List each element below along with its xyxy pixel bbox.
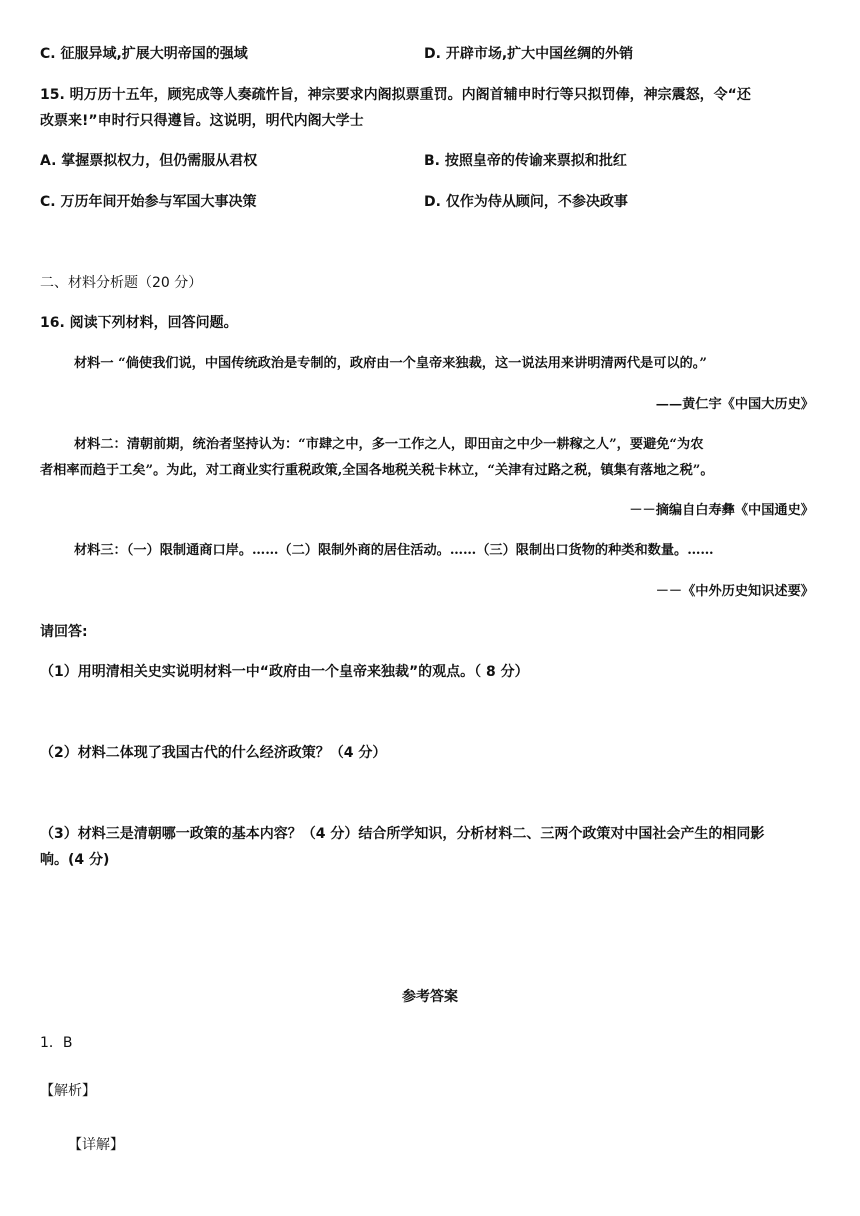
q15-stem-line1: 15. 明万历十五年，顾宪成等人奏疏忤旨，神宗要求内阁拟票重罚。内阁首辅申时行等只拟罚俸，神宗震怒，令“还 (40, 87, 751, 103)
q15-option-b: B. 按照皇帝的传谕来票拟和批红 (424, 153, 627, 169)
answers-title: 参考答案 (402, 989, 458, 1005)
q14-option-d: D. 开辟市场,扩大中国丝绸的外销 (424, 46, 634, 62)
material2-line2: 者相率而趋于工矣”。为此，对工商业实行重税政策,全国各地税关税卡林立，“关津有过路之税，镇集有落地之税”。 (40, 463, 714, 478)
answer-1: 1．B (40, 1035, 73, 1051)
material1-text: 材料一 “倘使我们说，中国传统政治是专制的，政府由一个皇帝来独裁，这一说法用来讲明清两代是可以的。” (74, 356, 707, 371)
detail-label: 【详解】 (68, 1137, 124, 1153)
q15-option-d: D. 仅作为侍从顾问，不参决政事 (424, 194, 628, 210)
q15-option-c: C. 万历年间开始参与军国大事决策 (40, 194, 257, 210)
sub-question-3-line2: 响。(4 分) (40, 852, 110, 868)
answer-prompt: 请回答: (40, 624, 88, 640)
material3-source: －－《中外历史知识述要》 (655, 584, 814, 599)
q14-option-c: C. 征服异域,扩展大明帝国的强域 (40, 46, 248, 62)
analysis-label: 【解析】 (40, 1083, 96, 1099)
q15-option-a: A. 掌握票拟权力，但仍需服从君权 (40, 153, 258, 169)
sub-question-1: （1）用明清相关史实说明材料一中“政府由一个皇帝来独裁”的观点。（ 8 分） (40, 664, 529, 680)
material2-source: －－摘编自白寿彝《中国通史》 (629, 503, 814, 518)
sub-question-3-line1: （3）材料三是清朝哪一政策的基本内容？（4 分）结合所学知识，分析材料二、三两个政策对中国社会产生的相同影 (40, 826, 765, 842)
material1-source: ——黄仁宇《中国大历史》 (655, 397, 814, 412)
material3-text: 材料三：（一）限制通商口岸。……（二）限制外商的居住活动。……（三）限制出口货物的种类和数量。…… (74, 543, 714, 558)
sub-question-2: （2）材料二体现了我国古代的什么经济政策？（4 分） (40, 745, 387, 761)
material2-line1: 材料二：清朝前期，统治者坚持认为：“市肆之中，多一工作之人，即田亩之中少一耕稼之人”，要避免“为农 (74, 437, 704, 452)
q16-intro: 16. 阅读下列材料，回答问题。 (40, 315, 238, 331)
section2-heading: 二、材料分析题（20 分） (40, 275, 203, 291)
q15-stem-line2: 改票来!”申时行只得遵旨。这说明，明代内阁大学士 (40, 113, 364, 129)
